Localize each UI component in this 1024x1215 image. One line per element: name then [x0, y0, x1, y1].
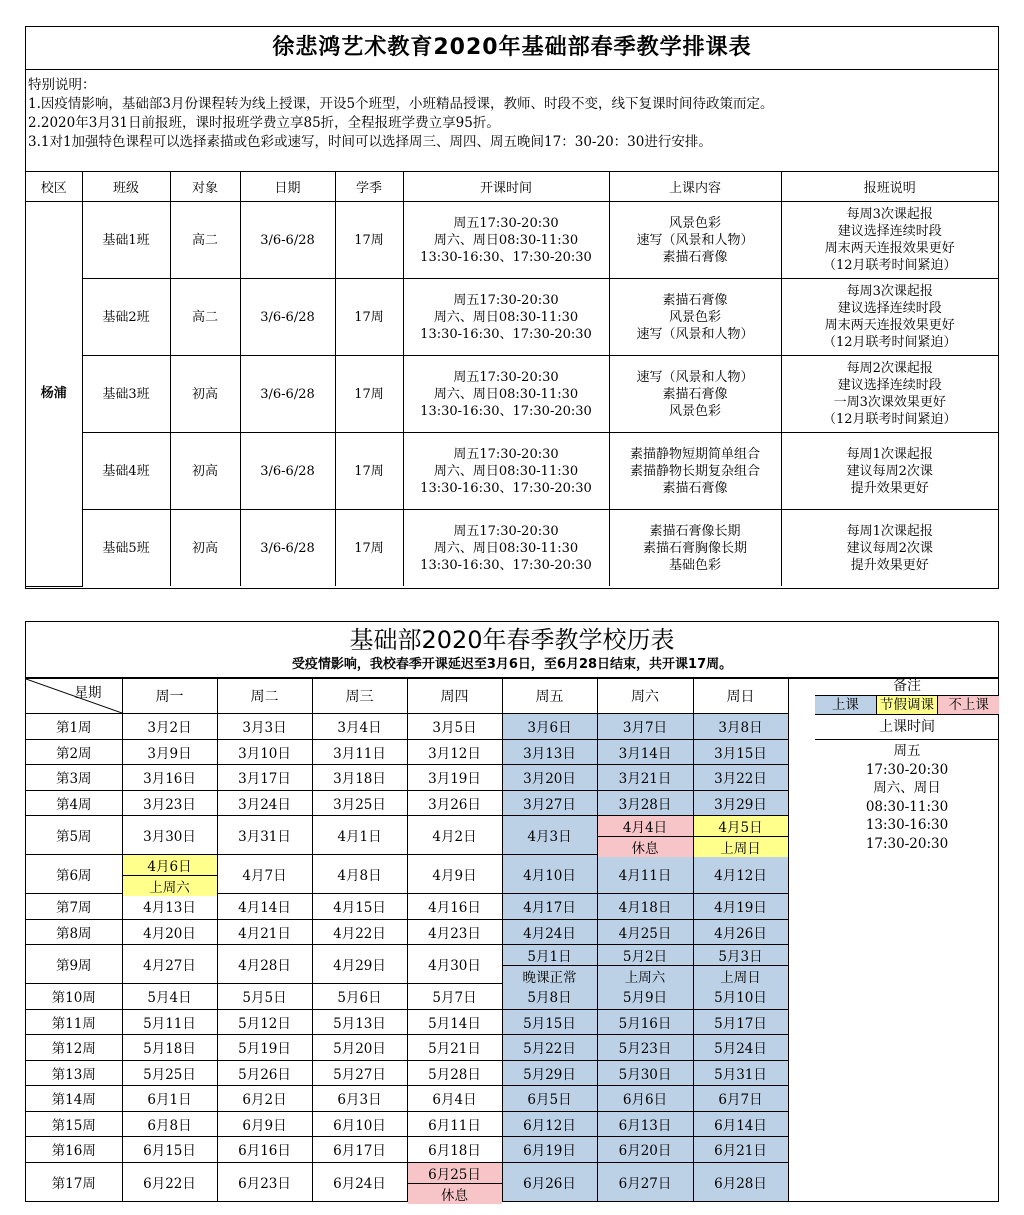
week-label: 第7周: [26, 894, 122, 920]
date-cell: 6月4日: [407, 1086, 502, 1112]
note-line: 1.因疫情影响，基础部3月份课程转为线上授课，开设5个班型，小班精品授课，教师、时段不变，线下复课时间待政策而定。: [28, 96, 774, 112]
weekday-header: 周六: [597, 679, 693, 714]
date-cell: 4月23日: [407, 919, 502, 945]
date-cell: 4月18日: [597, 894, 693, 920]
date-cell: 5月16日: [597, 1009, 693, 1035]
weekday-header: 周三: [312, 679, 407, 714]
date-range: 3/6-6/28: [240, 202, 335, 279]
enrollment-notes: [781, 433, 998, 510]
date-note: 休息: [408, 1183, 502, 1204]
date-cell: 3月17日: [217, 765, 312, 791]
date-cell: 5月18日: [122, 1035, 217, 1061]
course-content: [609, 279, 781, 356]
term-length: 17周: [335, 356, 403, 433]
note-line: 每周3次课起报: [846, 207, 933, 222]
weekday-header: 周一: [122, 679, 217, 714]
date-cell: 3月16日: [122, 765, 217, 791]
date-cell: 3月23日: [122, 790, 217, 816]
date-cell: 5月7日: [407, 984, 502, 1010]
date-cell: [407, 1162, 502, 1204]
date-cell: 4月11日: [597, 855, 693, 894]
date-cell: 6月8日: [122, 1111, 217, 1137]
date-cell: [502, 945, 597, 984]
date-cell-split: [694, 945, 788, 986]
start-times: [403, 279, 609, 356]
date-cell: 6月16日: [217, 1137, 312, 1163]
schedule-sheet: [25, 26, 999, 589]
date-note: 上周日: [694, 836, 788, 857]
week-label: 第14周: [26, 1086, 122, 1112]
term-length: 17周: [335, 279, 403, 356]
start-times: [403, 510, 609, 587]
date-cell-split: [408, 1163, 502, 1204]
target-students: 高二: [170, 202, 240, 279]
date-cell: 6月24日: [312, 1162, 407, 1201]
date-cell: 5月21日: [407, 1035, 502, 1061]
week-label: 第4周: [26, 790, 122, 816]
class-name: 基础4班: [82, 433, 170, 510]
note-line: 每周2次课起报: [846, 361, 933, 376]
date-cell: 6月21日: [693, 1137, 788, 1163]
campus-cell: 杨浦: [26, 202, 82, 587]
legend-title: 备注: [893, 678, 921, 694]
week-label: 第11周: [26, 1009, 122, 1035]
content-line: 速写（风景和人物）: [636, 232, 754, 248]
content-line: 速写（风景和人物）: [636, 326, 754, 342]
column-header: 对象: [170, 172, 240, 202]
date-cell-split: [503, 945, 597, 986]
date-cell: 5月5日: [217, 984, 312, 1010]
schedule-header-row: [26, 172, 998, 202]
date-cell: 5月22日: [502, 1035, 597, 1061]
calendar-sheet: [25, 621, 999, 1202]
target-students: 初高: [170, 510, 240, 587]
special-notes: [26, 70, 998, 172]
week-label: 第17周: [26, 1162, 122, 1201]
date-cell: 3月6日: [502, 714, 597, 740]
date-cell: 6月14日: [693, 1111, 788, 1137]
date-cell: 3月7日: [597, 714, 693, 740]
date-cell: 6月3日: [312, 1086, 407, 1112]
weekday-header: 周五: [502, 679, 597, 714]
date-cell: 5月15日: [502, 1009, 597, 1035]
date-cell: 5月30日: [597, 1060, 693, 1086]
date-cell: 3月20日: [502, 765, 597, 791]
date-cell: 3月25日: [312, 790, 407, 816]
week-label: 第15周: [26, 1111, 122, 1137]
enrollment-notes: [781, 202, 998, 279]
date-cell: 5月26日: [217, 1060, 312, 1086]
date-note: 休息: [598, 836, 693, 857]
term-length: 17周: [335, 510, 403, 587]
class-time-line: 08:30-11:30: [865, 798, 949, 815]
date-cell: 3月4日: [312, 714, 407, 740]
week-label: 第13周: [26, 1060, 122, 1086]
class-name: 基础1班: [82, 202, 170, 279]
date-cell: 4月20日: [122, 919, 217, 945]
note-line: 建议选择连续时段: [837, 224, 942, 239]
date-cell: 4月29日: [312, 945, 407, 984]
date-cell: 3月2日: [122, 714, 217, 740]
content-line: 风景色彩: [668, 215, 721, 231]
date-cell: 5月6日: [312, 984, 407, 1010]
start-times: [403, 356, 609, 433]
start-times: [403, 202, 609, 279]
week-label: 第3周: [26, 765, 122, 791]
note-line: 周末两天连报效果更好: [824, 318, 955, 333]
date-cell: [693, 945, 788, 984]
week-label: 第16周: [26, 1137, 122, 1163]
date-cell: 3月28日: [597, 790, 693, 816]
date-cell: 5月8日: [502, 984, 597, 1010]
date-cell: 5月4日: [122, 984, 217, 1010]
legend-holiday-adjust: 节假调课: [876, 696, 938, 714]
date-cell: 4月8日: [312, 855, 407, 894]
date-cell: 5月23日: [597, 1035, 693, 1061]
date-cell: 6月22日: [122, 1162, 217, 1201]
date-cell: 5月29日: [502, 1060, 597, 1086]
date-cell: 6月27日: [597, 1162, 693, 1201]
time-line: 周五17:30-20:30: [453, 446, 559, 462]
date-cell: 4月27日: [122, 945, 217, 984]
week-label: 第5周: [26, 816, 122, 855]
note-line: 3.1对1加强特色课程可以选择素描或色彩或速写，时间可以选择周三、周四、周五晚间17：30-20：30进行安排。: [28, 134, 712, 150]
date-cell: 6月12日: [502, 1111, 597, 1137]
date-label: 4月5日: [694, 816, 788, 836]
date-range: 3/6-6/28: [240, 433, 335, 510]
date-cell: 3月11日: [312, 739, 407, 765]
class-time-line: 周六、周日: [873, 780, 941, 796]
date-cell: 6月2日: [217, 1086, 312, 1112]
date-cell: 6月28日: [693, 1162, 788, 1201]
date-cell: 5月20日: [312, 1035, 407, 1061]
content-line: 速写（风景和人物）: [636, 369, 754, 385]
weekday-header: 周二: [217, 679, 312, 714]
schedule-table: [26, 172, 998, 587]
legend: [815, 695, 999, 715]
corner-label: 星期: [74, 685, 102, 701]
date-cell: 3月22日: [693, 765, 788, 791]
enrollment-notes: [781, 356, 998, 433]
class-name: 基础5班: [82, 510, 170, 587]
date-cell: 4月17日: [502, 894, 597, 920]
note-line: 提升效果更好: [850, 557, 929, 573]
corner-cell: [26, 679, 122, 714]
class-time-line: 周五: [893, 743, 921, 759]
date-cell-split: [694, 816, 788, 857]
date-label: 5月3日: [694, 945, 788, 965]
date-cell: 3月12日: [407, 739, 502, 765]
date-note: 上周六: [123, 875, 217, 896]
date-cell: 6月10日: [312, 1111, 407, 1137]
date-label: 4月4日: [598, 816, 693, 836]
date-cell: 5月28日: [407, 1060, 502, 1086]
date-cell: 6月23日: [217, 1162, 312, 1201]
enrollment-notes: [781, 279, 998, 356]
week-label: 第8周: [26, 919, 122, 945]
note-line: 建议每周2次课: [846, 540, 933, 556]
date-cell: 3月13日: [502, 739, 597, 765]
date-cell: 6月26日: [502, 1162, 597, 1201]
date-cell: 4月25日: [597, 919, 693, 945]
date-range: 3/6-6/28: [240, 356, 335, 433]
target-students: 初高: [170, 433, 240, 510]
content-line: 素描石膏像: [662, 386, 728, 402]
note-line: 周末两天连报效果更好: [824, 241, 955, 256]
content-line: 素描石膏像: [662, 249, 728, 265]
date-cell: 3月5日: [407, 714, 502, 740]
date-cell: 5月13日: [312, 1009, 407, 1035]
time-line: 周六、周日08:30-11:30: [433, 232, 579, 248]
class-row: [26, 279, 998, 356]
date-cell: 3月8日: [693, 714, 788, 740]
class-row: [26, 356, 998, 433]
date-cell: 4月26日: [693, 919, 788, 945]
date-cell: 4月22日: [312, 919, 407, 945]
date-note: 晚课正常: [503, 965, 597, 986]
date-label: 6月25日: [408, 1163, 502, 1183]
note-line: （12月联考时间紧迫）: [822, 412, 957, 427]
course-content: [609, 202, 781, 279]
date-note: 上周日: [694, 965, 788, 986]
date-range: 3/6-6/28: [240, 510, 335, 587]
date-cell: 3月18日: [312, 765, 407, 791]
class-time-line: 17:30-20:30: [865, 835, 949, 852]
date-cell: 6月5日: [502, 1086, 597, 1112]
class-name: 基础2班: [82, 279, 170, 356]
date-cell-split: [123, 855, 217, 896]
column-header: 日期: [240, 172, 335, 202]
week-label: 第9周: [26, 945, 122, 984]
note-line: 一周3次课效果更好: [833, 395, 946, 410]
date-range: 3/6-6/28: [240, 279, 335, 356]
date-cell: 6月6日: [597, 1086, 693, 1112]
date-cell: 3月19日: [407, 765, 502, 791]
date-cell: 5月9日: [597, 984, 693, 1010]
date-cell: 3月21日: [597, 765, 693, 791]
date-cell: 3月10日: [217, 739, 312, 765]
week-label: 第2周: [26, 739, 122, 765]
date-cell: 3月14日: [597, 739, 693, 765]
date-cell: 6月13日: [597, 1111, 693, 1137]
date-cell: 6月9日: [217, 1111, 312, 1137]
time-line: 周五17:30-20:30: [453, 523, 559, 539]
remarks-column: [815, 677, 999, 853]
date-cell: 4月21日: [217, 919, 312, 945]
date-cell: 4月30日: [407, 945, 502, 984]
class-row: [26, 433, 998, 510]
date-cell: 3月3日: [217, 714, 312, 740]
time-line: 周六、周日08:30-11:30: [433, 386, 579, 402]
date-cell: 5月11日: [122, 1009, 217, 1035]
date-cell: 3月15日: [693, 739, 788, 765]
calendar-subtitle: 受疫情影响，我校春季开课延迟至3月6日，至6月28日结束，共开课17周。: [26, 655, 998, 678]
date-cell: 3月29日: [693, 790, 788, 816]
date-cell: 5月27日: [312, 1060, 407, 1086]
note-line: 建议选择连续时段: [837, 301, 942, 316]
date-cell: 5月14日: [407, 1009, 502, 1035]
date-cell: 5月31日: [693, 1060, 788, 1086]
date-cell: 4月7日: [217, 855, 312, 894]
date-cell: 3月31日: [217, 816, 312, 855]
week-label: 第6周: [26, 855, 122, 894]
course-content: [609, 510, 781, 587]
note-line: 建议选择连续时段: [837, 378, 942, 393]
time-line: 周六、周日08:30-11:30: [433, 540, 579, 556]
date-cell: 4月16日: [407, 894, 502, 920]
calendar-title: 基础部2020年春季教学校历表: [349, 626, 675, 654]
class-time-line: 17:30-20:30: [865, 761, 949, 778]
time-line: 周五17:30-20:30: [453, 292, 559, 308]
note-line: （12月联考时间紧迫）: [822, 335, 957, 350]
class-time-list: [815, 740, 999, 853]
time-line: 周五17:30-20:30: [453, 215, 559, 231]
content-line: 素描静物短期简单组合: [629, 446, 760, 462]
date-cell: 4月14日: [217, 894, 312, 920]
note-line: 2.2020年3月31日前报班，课时报班学费立享85折，全程报班学费立享95折。: [28, 115, 500, 131]
date-label: 5月1日: [503, 945, 597, 965]
term-length: 17周: [335, 433, 403, 510]
week-label: 第1周: [26, 714, 122, 740]
date-cell: 4月2日: [407, 816, 502, 855]
content-line: 素描静物长期复杂组合: [629, 463, 760, 479]
time-line: 周六、周日08:30-11:30: [433, 309, 579, 325]
column-header: 上课内容: [609, 172, 781, 202]
note-line: 每周1次课起报: [846, 523, 933, 539]
date-cell: 4月19日: [693, 894, 788, 920]
target-students: 高二: [170, 279, 240, 356]
column-header: 开课时间: [403, 172, 609, 202]
date-cell: 6月17日: [312, 1137, 407, 1163]
content-line: 基础色彩: [668, 557, 721, 573]
date-cell: 5月25日: [122, 1060, 217, 1086]
content-line: 素描石膏像: [662, 480, 728, 496]
date-cell: [122, 855, 217, 894]
date-cell: 5月10日: [693, 984, 788, 1010]
course-content: [609, 356, 781, 433]
date-cell: 6月15日: [122, 1137, 217, 1163]
date-cell: 4月10日: [502, 855, 597, 894]
date-cell: 4月13日: [122, 894, 217, 920]
date-cell: 6月20日: [597, 1137, 693, 1163]
content-line: 风景色彩: [668, 403, 721, 419]
time-line: 周六、周日08:30-11:30: [433, 463, 579, 479]
class-row: [26, 202, 998, 279]
class-name: 基础3班: [82, 356, 170, 433]
course-content: [609, 433, 781, 510]
time-line: 周五17:30-20:30: [453, 369, 559, 385]
date-cell: 6月19日: [502, 1137, 597, 1163]
content-line: 素描石膏胸像长期: [642, 540, 747, 556]
target-students: 初高: [170, 356, 240, 433]
time-line: 13:30-16:30、17:30-20:30: [420, 326, 592, 342]
date-cell: 4月12日: [693, 855, 788, 894]
date-cell: 3月9日: [122, 739, 217, 765]
date-cell: 5月24日: [693, 1035, 788, 1061]
date-cell: 3月26日: [407, 790, 502, 816]
date-label: 5月2日: [598, 945, 693, 965]
date-cell: 4月24日: [502, 919, 597, 945]
time-line: 13:30-16:30、17:30-20:30: [420, 249, 592, 265]
schedule-title: 徐悲鸿艺术教育2020年基础部春季教学排课表: [26, 27, 998, 70]
column-header: 校区: [26, 172, 82, 202]
note-line: 建议每周2次课: [846, 463, 933, 479]
date-cell: 5月12日: [217, 1009, 312, 1035]
column-header: 班级: [82, 172, 170, 202]
date-cell: [597, 945, 693, 984]
note-line: 提升效果更好: [850, 480, 929, 496]
class-time-line: 13:30-16:30: [865, 817, 949, 833]
date-cell-split: [598, 816, 693, 857]
date-cell: 3月24日: [217, 790, 312, 816]
date-cell: 5月17日: [693, 1009, 788, 1035]
date-cell: 4月9日: [407, 855, 502, 894]
date-note: 上周六: [598, 965, 693, 986]
date-cell: 6月18日: [407, 1137, 502, 1163]
column-header: 报班说明: [781, 172, 998, 202]
date-cell: 4月15日: [312, 894, 407, 920]
content-line: 素描石膏像: [662, 292, 728, 308]
time-line: 13:30-16:30、17:30-20:30: [420, 403, 592, 419]
date-cell-split: [598, 945, 693, 986]
start-times: [403, 433, 609, 510]
content-line: 风景色彩: [668, 309, 721, 325]
date-cell: 6月7日: [693, 1086, 788, 1112]
date-cell: 4月28日: [217, 945, 312, 984]
time-line: 13:30-16:30、17:30-20:30: [420, 557, 592, 573]
content-line: 素描石膏像长期: [649, 523, 741, 539]
enrollment-notes: [781, 510, 998, 587]
class-time-title: 上课时间: [815, 715, 999, 740]
class-row: [26, 510, 998, 587]
legend-no-class: 不上课: [937, 696, 999, 714]
column-header: 学季: [335, 172, 403, 202]
date-cell: 5月19日: [217, 1035, 312, 1061]
date-cell: [693, 816, 788, 855]
time-line: 13:30-16:30、17:30-20:30: [420, 480, 592, 496]
date-label: 4月6日: [123, 855, 217, 875]
weekday-header: 周日: [693, 679, 788, 714]
date-cell: 4月1日: [312, 816, 407, 855]
date-cell: [597, 816, 693, 855]
date-cell: 3月27日: [502, 790, 597, 816]
legend-class: 上课: [815, 696, 876, 714]
week-label: 第12周: [26, 1035, 122, 1061]
date-cell: 4月3日: [502, 816, 597, 855]
notes-heading: 特别说明：: [28, 77, 96, 93]
date-cell: 3月30日: [122, 816, 217, 855]
note-line: 每周3次课起报: [846, 284, 933, 299]
date-cell: 6月1日: [122, 1086, 217, 1112]
weekday-header: 周四: [407, 679, 502, 714]
term-length: 17周: [335, 202, 403, 279]
week-label: 第10周: [26, 984, 122, 1010]
note-line: （12月联考时间紧迫）: [822, 258, 957, 273]
date-cell: 6月11日: [407, 1111, 502, 1137]
note-line: 每周1次课起报: [846, 446, 933, 462]
